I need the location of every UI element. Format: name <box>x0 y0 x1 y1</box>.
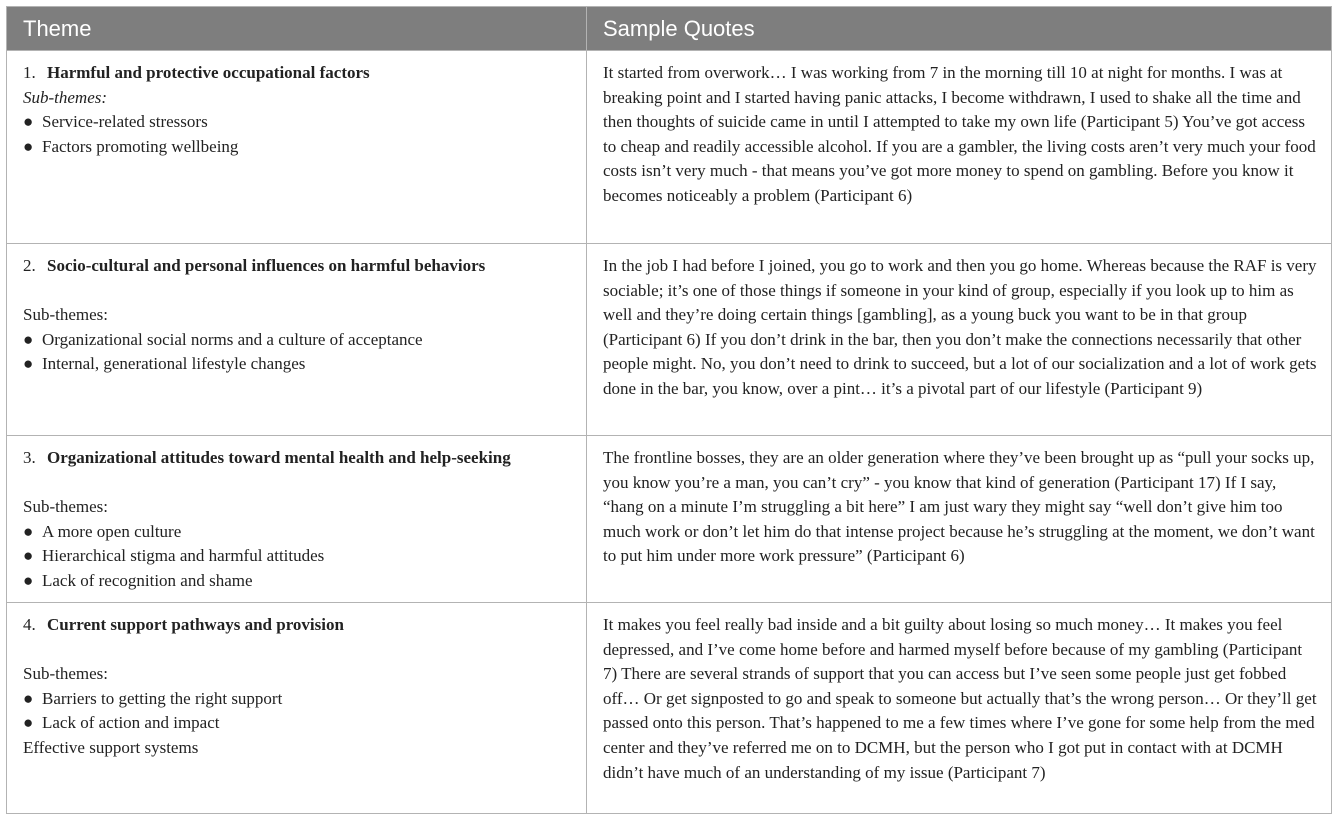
quote-cell: It started from overwork… I was working from 7 in the morning till 10 at night for months. I was at breaking point and I started having panic attacks, I become withdrawn, I used to shake all the time and then thoughts of suicide came in until I attempted to take my own life (Participant 5) You’ve got access to cheap and readily accessible alcohol. If you are a gambler, the living costs aren’t very much your food costs isn’t very much - that means you’ve got more money to spend on gambling. Before you know it becomes noticeably a problem (Participant 6) <box>603 63 1316 205</box>
subtheme-item: ● Barriers to getting the right support <box>23 687 578 712</box>
quote-cell: In the job I had before I joined, you go to work and then you go home. Whereas because the RAF is very sociable; it’s one of those things if someone in your kind of group, especially if you look up to him as well and they’re doing certain things [gambling], as a young buck you want to be in that group (Participant 6) If you don’t drink in the bar, then you don’t make the connections necessarily that other people might. No, you don’t need to drink to succeed, but a lot of our socialization and a lot of work gets done in the bar, you know, over a pint… it’s a pivotal part of our lifestyle (Participant 9) <box>603 256 1317 398</box>
quote-cell: The frontline bosses, they are an older generation where they’ve been brought up as “pull your socks up, you know you’re a man, you can’t cry” - you know that kind of generation (Participant 17) If I say, “hang on a minute I’m struggling a bit here” I am just wary they might say “well don’t give him too much work or don’t let him do that intense project because he’s struggling at the moment, we don’t want to put him under more work pressure” (Participant 6) <box>603 448 1315 566</box>
theme-cell <box>7 603 587 814</box>
bullet-icon: ● <box>23 112 34 132</box>
subtheme-plain-item: Effective support systems <box>23 737 199 757</box>
subthemes-label: Sub-themes: <box>23 497 108 517</box>
table-row <box>7 243 1331 435</box>
theme-cell <box>7 51 587 243</box>
subtheme-item: ● Factors promoting wellbeing <box>23 135 578 160</box>
table-row <box>7 435 1331 602</box>
theme-number: 2. <box>23 256 36 275</box>
subthemes-label: Sub-themes: <box>23 87 108 107</box>
subtheme-item: ● Service-related stressors <box>23 110 578 135</box>
theme-cell <box>7 436 587 602</box>
bullet-icon: ● <box>23 713 34 733</box>
theme-number: 1. <box>23 63 36 82</box>
theme-number: 3. <box>23 448 36 467</box>
subtheme-item: ● Hierarchical stigma and harmful attitudes <box>23 544 578 569</box>
theme-title: Harmful and protective occupational factors <box>47 63 370 82</box>
subtheme-item: ● Internal, generational lifestyle changes <box>23 352 578 377</box>
bullet-icon: ● <box>23 354 34 374</box>
bullet-icon: ● <box>23 546 34 566</box>
subtheme-item: ● Organizational social norms and a culture of acceptance <box>23 328 578 353</box>
subthemes-label: Sub-themes: <box>23 305 108 325</box>
theme-title: Organizational attitudes toward mental health and help-seeking <box>47 448 511 467</box>
subtheme-item: ● Lack of recognition and shame <box>23 569 578 594</box>
bullet-icon: ● <box>23 521 34 541</box>
bullet-icon: ● <box>23 329 34 349</box>
quote-cell: It makes you feel really bad inside and a bit guilty about losing so much money… It makes you feel depressed, and I’ve come home before and harmed myself before because of my gambling (Participant 7) There are several strands of support that you can access but I’ve seen some people just get fobbed off… Or get signposted to go and speak to someone but actually that’s the wrong person… Or they’ll get passed onto this person. That’s happened to me a few times where I’ve gone for some help from the med center and they’ve referred me on to DCMH, but the person who I got put in contact with at DCMH didn’t have much of an understanding of my issue (Participant 7) <box>603 615 1317 782</box>
themes-table <box>6 6 1332 814</box>
bullet-icon: ● <box>23 136 34 156</box>
subtheme-item: ● Lack of action and impact <box>23 711 578 736</box>
table-row <box>7 602 1331 814</box>
subtheme-item: ● A more open culture <box>23 520 578 545</box>
header-sample-quotes: Sample Quotes <box>603 16 755 41</box>
bullet-icon: ● <box>23 688 34 708</box>
theme-title: Socio-cultural and personal influences on harmful behaviors <box>47 256 486 275</box>
table-row <box>7 50 1331 243</box>
header-theme: Theme <box>7 7 587 50</box>
theme-title: Current support pathways and provision <box>47 615 344 634</box>
table-header <box>7 7 1331 50</box>
bullet-icon: ● <box>23 570 34 590</box>
theme-number: 4. <box>23 615 36 634</box>
theme-cell <box>7 244 587 435</box>
subthemes-label: Sub-themes: <box>23 664 108 684</box>
